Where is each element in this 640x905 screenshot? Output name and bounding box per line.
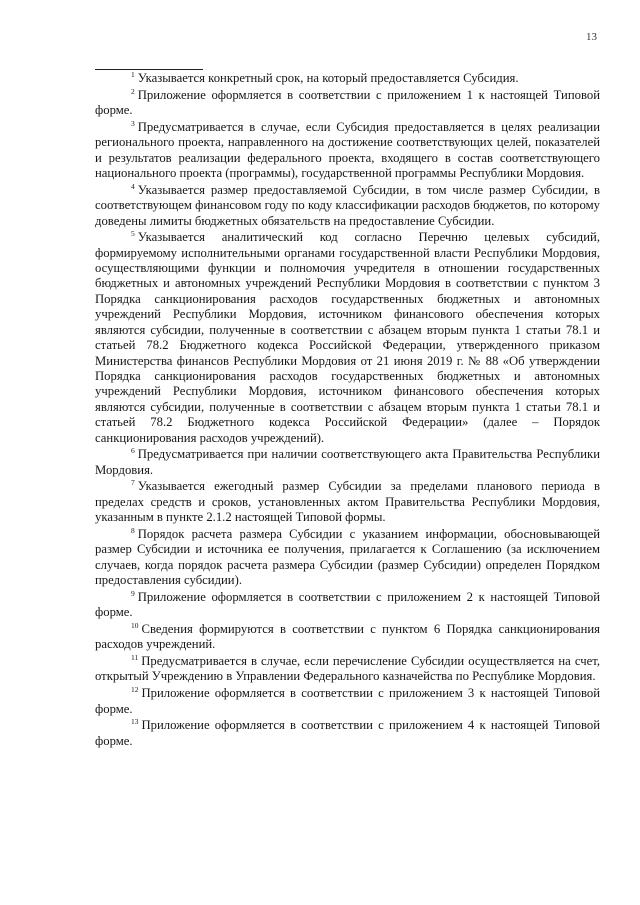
footnote-text: Приложение оформляется в соответствии с приложением 4 к настоящей Типовой форме.: [95, 718, 600, 748]
footnote-text: Приложение оформляется в соответствии с приложением 3 к настоящей Типовой форме.: [95, 686, 600, 716]
footnote-text: Порядок расчета размера Субсидии с указанием информации, обосновывающей размер Субсидии и источника ее получения, прилагается к Соглашению (за исключением случаев, когда порядок расчета размера Субсидии (размер Субсидии) определен Порядком предоставления субсидии).: [95, 526, 600, 588]
footnote-number: 5: [131, 229, 135, 239]
footnote: [95, 479, 600, 525]
footnote: [95, 120, 600, 182]
footnote-text: Указывается размер предоставляемой Субсидии, в том числе размер Субсидии, в соответствующем финансовом году по коду классификации расходов бюджетов, по которому доведены лимиты бюджетных обязательств на предоставление Субсидии.: [95, 182, 600, 228]
footnote-number: 11: [131, 653, 139, 662]
footnote: [95, 447, 600, 478]
footnote-text: Указывается конкретный срок, на который предоставляется Субсидия.: [137, 71, 519, 85]
footnote-number: 6: [131, 446, 135, 456]
footnote: [95, 590, 600, 621]
footnote-separator: [95, 69, 203, 70]
footnote-text: Предусматривается при наличии соответствующего акта Правительства Республики Мордовия.: [95, 447, 600, 477]
footnote: [95, 654, 600, 685]
footnote-number: 1: [131, 70, 135, 79]
footnote-text: Сведения формируются в соответствии с пунктом 6 Порядка санкционирования расходов учреждений.: [95, 621, 600, 652]
footnote-number: 9: [131, 588, 135, 598]
footnote: [95, 71, 600, 86]
footnote-number: 10: [131, 620, 139, 630]
footnote: [95, 527, 600, 589]
footnote-text: Указывается ежегодный размер Субсидии за пределами планового периода в пределах средств и сроков, установленных актом Правительства Республики Мордовия, указанным в пункте 2.1.2 настоящей Типовой формы.: [95, 479, 600, 525]
footnote-text: Приложение оформляется в соответствии с приложением 1 к настоящей Типовой форме.: [95, 87, 600, 118]
footnote-number: 7: [131, 478, 135, 488]
footnote-number: 3: [131, 118, 135, 128]
footnotes-list: [95, 71, 600, 750]
footnote-text: Приложение оформляется в соответствии с приложением 2 к настоящей Типовой форме.: [95, 589, 600, 620]
footnote: [95, 183, 600, 229]
footnote: [95, 622, 600, 653]
footnote: [95, 88, 600, 119]
footnote-text: Указывается аналитический код согласно Перечню целевых субсидий, формируемому исполнительными органами государственной власти Республики Мордовия, осуществляющими функции и полномочия учредителя в отношении государственных бюджетных и автономных учреждений Республики Мордовия в соответствии с пунктом 3 Порядка санкционирования расходов государственных бюджетных и автономных учреждений Республики Мордовия, источником финансового обеспечения которых являются субсидии, полученные в соответствии с абзацем вторым пункта 1 статьи 78.1 и статьей 78.2 Бюджетного кодекса Российской Федерации, утвержденного приказом Министерства финансов Республики Мордовия от 21 июня 2019 г. № 88 «Об утверждении Порядка санкционирования расходов государственных бюджетных и автономных учреждений Республики Мордовия, источником финансового обеспечения которых являются субсидии, полученные в соответствии с абзацем вторым пункта 1 статьи 78.1 и статьей 78.2 Бюджетного кодекса Российской Федерации» (далее – Порядок санкционирования расходов учреждений).: [95, 230, 600, 445]
footnote: [95, 230, 600, 446]
footnote-number: 2: [131, 86, 135, 96]
footnote: [95, 686, 600, 717]
footnote: [95, 718, 600, 749]
footnote-number: 8: [131, 525, 135, 535]
page-number: 13: [586, 31, 597, 43]
footnote-text: Предусматривается в случае, если перечисление Субсидии осуществляется на счет, открытый Учреждению в Управлении Федерального казначейства по Республике Мордовия.: [95, 654, 600, 684]
footnote-text: Предусматривается в случае, если Субсидия предоставляется в целях реализации регионального проекта, направленного на достижение соответствующих целей, показателей и результатов реализации федерального проекта, входящего в состав соответствующего национального проекта (программы), государственной программы Республики Мордовия.: [95, 119, 600, 181]
footnote-number: 12: [131, 685, 139, 695]
footnote-number: 4: [131, 181, 135, 191]
footnote-number: 13: [131, 717, 139, 727]
